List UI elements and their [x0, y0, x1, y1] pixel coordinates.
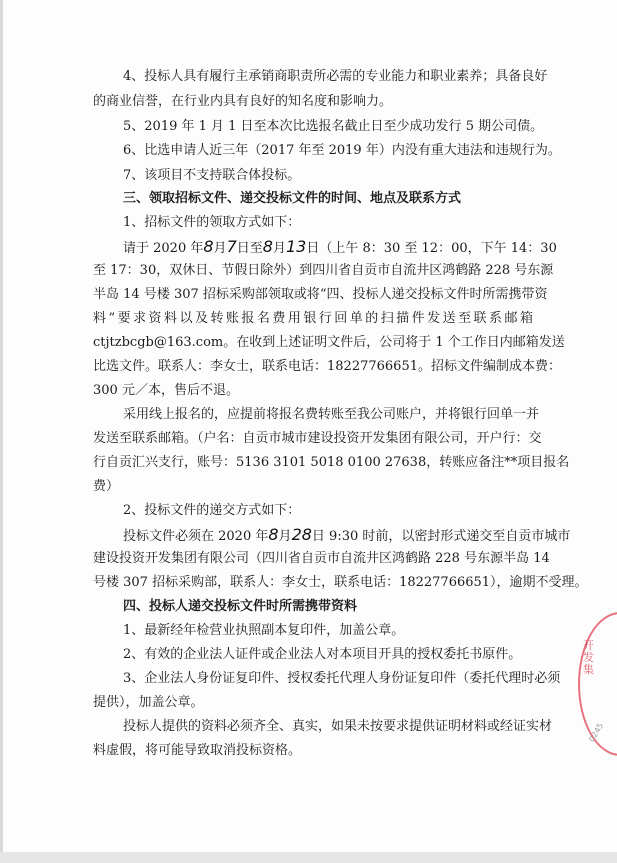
pickup-line-2: 至 17：30，双休日、节假日除外）到四川省自贡市自流井区鸿鹤路 228 号东源 [93, 263, 554, 278]
section-4-item-3-line-1: 3、企业法人身份证复印件、授权委托代理人身份证复印件（委托代理时必须 [123, 671, 561, 686]
pickup-date-prefix: 请于 2020 年 [123, 241, 204, 256]
section-4-item-1: 1、最新经年检营业执照副本复印件，加盖公章。 [123, 623, 405, 638]
scan-edge [0, 0, 3, 863]
section-4-item-2: 2、有效的企业法人证件或企业法人对本项目开具的授权委托书原件。 [123, 647, 522, 662]
pickup-line-3: 半岛 14 号楼 307 招标采购部领取或将“四、投标人递交投标文件时所需携带资 [93, 287, 548, 302]
online-line-1: 采用线上报名的，应提前将报名费转账至我公司账户，并将银行回单一并 [123, 407, 540, 422]
month-char: 月 [278, 529, 292, 544]
pickup-line-7: 300 元／本，售后不退。 [93, 383, 239, 398]
section-3-heading: 三、领取招标文件、递交投标文件的时间、地点及联系方式 [123, 191, 462, 206]
online-line-3: 行自贡汇兴支行，账号：5136 3101 5018 0100 27638，转账应备注**项目报名 [93, 455, 570, 470]
para-7: 7、该项目不支持联合体投标。 [123, 168, 301, 183]
online-line-2: 发送至联系邮箱。（户名：自贡市城市建设投资开发集团有限公司，开户行：交 [93, 431, 542, 446]
online-line-4: 费） [93, 479, 120, 494]
handwritten-submit-day: 28 [291, 525, 312, 544]
closing-line-1: 投标人提供的资料必须齐全、真实，如果未按要求提供证明材料或经证实材 [123, 719, 553, 734]
submit-date-suffix: 日 9:30 时前，以密封形式递交至自贡市城市 [311, 529, 571, 544]
submit-date-prefix: 投标文件必须在 2020 年 [123, 529, 269, 544]
handwritten-day-start: 7 [226, 237, 237, 256]
submit-line-2: 建设投资开发集团有限公司（四川省自贡市自流井区鸿鹤路 228 号东源半岛 14 [93, 551, 550, 566]
para-6: 6、比选申请人近三年（2017 年至 2019 年）内没有重大违法和违规行为。 [123, 143, 561, 158]
seal-number: 0245 [587, 721, 606, 744]
handwritten-submit-month: 8 [268, 525, 279, 544]
pickup-line-4: 料”要求资料以及转账报名费用银行回单的扫描件发送至联系邮箱 [93, 311, 533, 326]
section-3-item-1: 1、招标文件的领取方式如下： [123, 215, 301, 230]
section-4-heading: 四、投标人递交投标文件时所需携带资料 [123, 599, 358, 614]
date-to: 日至 [236, 241, 263, 256]
handwritten-month-end: 8 [262, 237, 273, 256]
pickup-time-text: 日（上午 8：30 至 12：00，下午 14：30 [306, 241, 557, 256]
section-3-item-2: 2、投标文件的递交方式如下： [123, 503, 301, 518]
month-char: 月 [272, 241, 286, 256]
month-char: 月 [213, 241, 227, 256]
para-4-line-1: 4、投标人具有履行主承销商职责所必需的专业能力和职业素养；具备良好 [123, 69, 548, 84]
pickup-line-5: ctjtzbcgb@163.com。在收到上述证明文件后，公司将于 1 个工作日内邮箱发送 [93, 335, 565, 350]
closing-line-2: 料虚假，将可能导致取消投标资格。 [93, 743, 302, 758]
handwritten-month-start: 8 [203, 237, 214, 256]
seal-text: 开发集 [583, 639, 594, 676]
submit-line-3: 号楼 307 招标采购部，联系人：李女士，联系电话：18227766651），逾期不受理。 [93, 575, 588, 590]
pickup-line-6: 比选文件。联系人：李女士，联系电话：18227766651。招标文件编制成本费： [93, 359, 561, 374]
handwritten-day-end: 13 [285, 237, 307, 256]
para-4-line-2: 的商业信誉，在行业内具有良好的知名度和影响力。 [93, 94, 393, 109]
section-4-item-3-line-2: 提供），加盖公章。 [93, 695, 204, 710]
submit-date-line [123, 525, 570, 547]
para-5: 5、2019 年 1 月 1 日至本次比选报名截止日至少成功发行 5 期公司债。 [123, 119, 544, 134]
pickup-date-line [123, 237, 557, 259]
scan-bottom-edge [0, 852, 617, 863]
